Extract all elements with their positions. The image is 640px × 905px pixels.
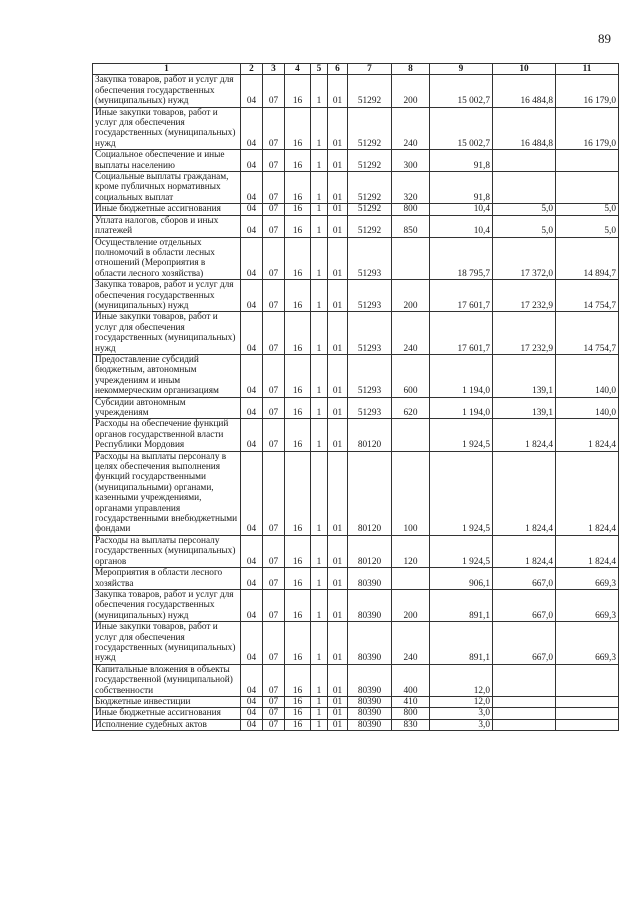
program-code-cell: 16 xyxy=(285,150,311,172)
subprogram-code-cell: 1 xyxy=(311,589,328,621)
section-code-cell: 04 xyxy=(241,237,263,280)
activity-code-cell: 01 xyxy=(328,280,348,312)
amount-col10-cell xyxy=(493,719,556,730)
table-row xyxy=(93,75,619,107)
direction-code-cell: 51292 xyxy=(348,204,392,215)
subsection-code-cell: 07 xyxy=(263,75,285,107)
direction-code-cell: 80120 xyxy=(348,419,392,451)
subsection-code-cell: 07 xyxy=(263,172,285,204)
table-row xyxy=(93,664,619,696)
direction-code-cell: 51293 xyxy=(348,312,392,355)
subprogram-code-cell: 1 xyxy=(311,312,328,355)
subprogram-code-cell: 1 xyxy=(311,354,328,397)
subsection-code-cell: 07 xyxy=(263,215,285,237)
column-header: 4 xyxy=(285,64,311,75)
expense-type-cell: 200 xyxy=(392,589,430,621)
subsection-code-cell: 07 xyxy=(263,237,285,280)
subprogram-code-cell: 1 xyxy=(311,622,328,665)
subsection-code-cell: 07 xyxy=(263,664,285,696)
amount-col9-cell: 17 601,7 xyxy=(430,280,493,312)
amount-col11-cell xyxy=(556,172,619,204)
row-name-cell: Иные закупки товаров, работ и услуг для обеспечения государственных (муниципальных) нужд xyxy=(93,107,241,150)
activity-code-cell: 01 xyxy=(328,172,348,204)
section-code-cell: 04 xyxy=(241,419,263,451)
amount-col9-cell: 18 795,7 xyxy=(430,237,493,280)
subsection-code-cell: 07 xyxy=(263,280,285,312)
program-code-cell: 16 xyxy=(285,664,311,696)
section-code-cell: 04 xyxy=(241,622,263,665)
row-name-cell: Социальные выплаты гражданам, кроме публичных нормативных социальных выплат xyxy=(93,172,241,204)
amount-col9-cell: 15 002,7 xyxy=(430,75,493,107)
subprogram-code-cell: 1 xyxy=(311,664,328,696)
table-row xyxy=(93,589,619,621)
expense-type-cell: 620 xyxy=(392,397,430,419)
table-row xyxy=(93,419,619,451)
amount-col11-cell: 5,0 xyxy=(556,204,619,215)
amount-col10-cell: 667,0 xyxy=(493,622,556,665)
amount-col9-cell: 17 601,7 xyxy=(430,312,493,355)
amount-col10-cell: 17 232,9 xyxy=(493,312,556,355)
column-header: 3 xyxy=(263,64,285,75)
amount-col11-cell: 16 179,0 xyxy=(556,75,619,107)
expense-type-cell: 410 xyxy=(392,696,430,707)
amount-col10-cell: 667,0 xyxy=(493,568,556,590)
activity-code-cell: 01 xyxy=(328,312,348,355)
amount-col10-cell: 139,1 xyxy=(493,397,556,419)
activity-code-cell: 01 xyxy=(328,664,348,696)
direction-code-cell: 80390 xyxy=(348,664,392,696)
table-row xyxy=(93,535,619,567)
program-code-cell: 16 xyxy=(285,215,311,237)
amount-col9-cell: 906,1 xyxy=(430,568,493,590)
table-row xyxy=(93,696,619,707)
amount-col11-cell: 14 894,7 xyxy=(556,237,619,280)
section-code-cell: 04 xyxy=(241,451,263,535)
column-header: 5 xyxy=(311,64,328,75)
section-code-cell: 04 xyxy=(241,719,263,730)
program-code-cell: 16 xyxy=(285,237,311,280)
table-body xyxy=(93,75,619,731)
activity-code-cell: 01 xyxy=(328,568,348,590)
amount-col9-cell: 1 924,5 xyxy=(430,535,493,567)
subprogram-code-cell: 1 xyxy=(311,75,328,107)
expense-type-cell xyxy=(392,419,430,451)
subprogram-code-cell: 1 xyxy=(311,107,328,150)
subprogram-code-cell: 1 xyxy=(311,696,328,707)
amount-col11-cell xyxy=(556,719,619,730)
expense-type-cell: 850 xyxy=(392,215,430,237)
amount-col10-cell xyxy=(493,664,556,696)
subsection-code-cell: 07 xyxy=(263,568,285,590)
activity-code-cell: 01 xyxy=(328,107,348,150)
program-code-cell: 16 xyxy=(285,107,311,150)
expense-type-cell: 200 xyxy=(392,280,430,312)
subprogram-code-cell: 1 xyxy=(311,172,328,204)
program-code-cell: 16 xyxy=(285,535,311,567)
section-code-cell: 04 xyxy=(241,312,263,355)
table-header-row xyxy=(93,64,619,75)
amount-col9-cell: 1 194,0 xyxy=(430,354,493,397)
budget-table xyxy=(92,63,619,731)
table-row xyxy=(93,215,619,237)
subsection-code-cell: 07 xyxy=(263,622,285,665)
amount-col11-cell: 140,0 xyxy=(556,397,619,419)
amount-col9-cell: 15 002,7 xyxy=(430,107,493,150)
activity-code-cell: 01 xyxy=(328,237,348,280)
amount-col11-cell xyxy=(556,664,619,696)
section-code-cell: 04 xyxy=(241,708,263,719)
section-code-cell: 04 xyxy=(241,535,263,567)
subsection-code-cell: 07 xyxy=(263,696,285,707)
subprogram-code-cell: 1 xyxy=(311,204,328,215)
amount-col11-cell: 1 824,4 xyxy=(556,451,619,535)
program-code-cell: 16 xyxy=(285,172,311,204)
table-row xyxy=(93,280,619,312)
table-row xyxy=(93,172,619,204)
direction-code-cell: 80120 xyxy=(348,451,392,535)
subsection-code-cell: 07 xyxy=(263,312,285,355)
direction-code-cell: 51292 xyxy=(348,172,392,204)
subsection-code-cell: 07 xyxy=(263,107,285,150)
table-row xyxy=(93,719,619,730)
subsection-code-cell: 07 xyxy=(263,397,285,419)
expense-type-cell: 830 xyxy=(392,719,430,730)
subprogram-code-cell: 1 xyxy=(311,708,328,719)
subprogram-code-cell: 1 xyxy=(311,215,328,237)
row-name-cell: Иные бюджетные ассигнования xyxy=(93,708,241,719)
amount-col11-cell: 1 824,4 xyxy=(556,419,619,451)
subprogram-code-cell: 1 xyxy=(311,419,328,451)
row-name-cell: Субсидии автономным учреждениям xyxy=(93,397,241,419)
amount-col11-cell xyxy=(556,150,619,172)
table-row xyxy=(93,204,619,215)
amount-col10-cell: 139,1 xyxy=(493,354,556,397)
expense-type-cell: 240 xyxy=(392,107,430,150)
row-name-cell: Расходы на обеспечение функций органов государственной власти Республики Мордовия xyxy=(93,419,241,451)
row-name-cell: Социальное обеспечение и иные выплаты населению xyxy=(93,150,241,172)
direction-code-cell: 80390 xyxy=(348,589,392,621)
amount-col11-cell: 140,0 xyxy=(556,354,619,397)
subsection-code-cell: 07 xyxy=(263,204,285,215)
direction-code-cell: 51293 xyxy=(348,280,392,312)
amount-col10-cell: 667,0 xyxy=(493,589,556,621)
column-header: 8 xyxy=(392,64,430,75)
section-code-cell: 04 xyxy=(241,172,263,204)
table-row xyxy=(93,708,619,719)
amount-col10-cell: 5,0 xyxy=(493,215,556,237)
section-code-cell: 04 xyxy=(241,568,263,590)
subsection-code-cell: 07 xyxy=(263,535,285,567)
activity-code-cell: 01 xyxy=(328,150,348,172)
amount-col9-cell: 12,0 xyxy=(430,696,493,707)
expense-type-cell: 240 xyxy=(392,312,430,355)
row-name-cell: Закупка товаров, работ и услуг для обеспечения государственных (муниципальных) нужд xyxy=(93,280,241,312)
activity-code-cell: 01 xyxy=(328,204,348,215)
subprogram-code-cell: 1 xyxy=(311,535,328,567)
section-code-cell: 04 xyxy=(241,107,263,150)
direction-code-cell: 80120 xyxy=(348,535,392,567)
expense-type-cell: 200 xyxy=(392,75,430,107)
expense-type-cell: 400 xyxy=(392,664,430,696)
program-code-cell: 16 xyxy=(285,696,311,707)
expense-type-cell: 120 xyxy=(392,535,430,567)
subsection-code-cell: 07 xyxy=(263,708,285,719)
section-code-cell: 04 xyxy=(241,354,263,397)
amount-col11-cell: 1 824,4 xyxy=(556,535,619,567)
program-code-cell: 16 xyxy=(285,719,311,730)
row-name-cell: Предоставление субсидий бюджетным, автономным учреждениям и иным некоммерческим организациям xyxy=(93,354,241,397)
column-header: 7 xyxy=(348,64,392,75)
table-row xyxy=(93,451,619,535)
direction-code-cell: 51292 xyxy=(348,215,392,237)
direction-code-cell: 80390 xyxy=(348,622,392,665)
program-code-cell: 16 xyxy=(285,397,311,419)
amount-col9-cell: 10,4 xyxy=(430,204,493,215)
amount-col10-cell xyxy=(493,150,556,172)
subsection-code-cell: 07 xyxy=(263,354,285,397)
row-name-cell: Мероприятия в области лесного хозяйства xyxy=(93,568,241,590)
expense-type-cell xyxy=(392,568,430,590)
subprogram-code-cell: 1 xyxy=(311,719,328,730)
amount-col10-cell: 1 824,4 xyxy=(493,535,556,567)
row-name-cell: Расходы на выплаты персоналу в целях обеспечения выполнения функций государственными (муниципальными) органами, казенными учреждениями, органами управления государственными внебюджетными фондами xyxy=(93,451,241,535)
subprogram-code-cell: 1 xyxy=(311,451,328,535)
amount-col9-cell: 3,0 xyxy=(430,708,493,719)
subsection-code-cell: 07 xyxy=(263,451,285,535)
amount-col11-cell: 669,3 xyxy=(556,622,619,665)
program-code-cell: 16 xyxy=(285,622,311,665)
direction-code-cell: 80390 xyxy=(348,719,392,730)
amount-col10-cell: 17 372,0 xyxy=(493,237,556,280)
amount-col11-cell: 669,3 xyxy=(556,568,619,590)
subprogram-code-cell: 1 xyxy=(311,150,328,172)
column-header: 10 xyxy=(493,64,556,75)
amount-col9-cell: 891,1 xyxy=(430,622,493,665)
section-code-cell: 04 xyxy=(241,696,263,707)
amount-col9-cell: 1 194,0 xyxy=(430,397,493,419)
column-header: 11 xyxy=(556,64,619,75)
section-code-cell: 04 xyxy=(241,204,263,215)
program-code-cell: 16 xyxy=(285,589,311,621)
amount-col9-cell: 91,8 xyxy=(430,172,493,204)
program-code-cell: 16 xyxy=(285,451,311,535)
column-header: 6 xyxy=(328,64,348,75)
program-code-cell: 16 xyxy=(285,75,311,107)
table-row xyxy=(93,397,619,419)
row-name-cell: Закупка товаров, работ и услуг для обеспечения государственных (муниципальных) нужд xyxy=(93,75,241,107)
table-row xyxy=(93,622,619,665)
activity-code-cell: 01 xyxy=(328,589,348,621)
program-code-cell: 16 xyxy=(285,312,311,355)
section-code-cell: 04 xyxy=(241,75,263,107)
direction-code-cell: 51293 xyxy=(348,237,392,280)
expense-type-cell: 800 xyxy=(392,204,430,215)
column-header: 9 xyxy=(430,64,493,75)
program-code-cell: 16 xyxy=(285,419,311,451)
amount-col10-cell: 16 484,8 xyxy=(493,75,556,107)
table-row xyxy=(93,568,619,590)
amount-col11-cell: 5,0 xyxy=(556,215,619,237)
activity-code-cell: 01 xyxy=(328,397,348,419)
column-header: 1 xyxy=(93,64,241,75)
amount-col11-cell: 16 179,0 xyxy=(556,107,619,150)
subsection-code-cell: 07 xyxy=(263,719,285,730)
program-code-cell: 16 xyxy=(285,354,311,397)
direction-code-cell: 80390 xyxy=(348,696,392,707)
activity-code-cell: 01 xyxy=(328,419,348,451)
row-name-cell: Осуществление отдельных полномочий в области лесных отношений (Мероприятия в области лесного хозяйства) xyxy=(93,237,241,280)
section-code-cell: 04 xyxy=(241,150,263,172)
section-code-cell: 04 xyxy=(241,397,263,419)
table-row xyxy=(93,107,619,150)
activity-code-cell: 01 xyxy=(328,696,348,707)
program-code-cell: 16 xyxy=(285,204,311,215)
subsection-code-cell: 07 xyxy=(263,419,285,451)
amount-col10-cell: 1 824,4 xyxy=(493,451,556,535)
amount-col10-cell xyxy=(493,172,556,204)
page-number: 89 xyxy=(598,31,611,46)
amount-col9-cell: 1 924,5 xyxy=(430,451,493,535)
row-name-cell: Закупка товаров, работ и услуг для обеспечения государственных (муниципальных) нужд xyxy=(93,589,241,621)
amount-col10-cell xyxy=(493,696,556,707)
amount-col10-cell xyxy=(493,708,556,719)
amount-col9-cell: 10,4 xyxy=(430,215,493,237)
row-name-cell: Бюджетные инвестиции xyxy=(93,696,241,707)
table-row xyxy=(93,354,619,397)
direction-code-cell: 80390 xyxy=(348,568,392,590)
row-name-cell: Уплата налогов, сборов и иных платежей xyxy=(93,215,241,237)
amount-col9-cell: 891,1 xyxy=(430,589,493,621)
activity-code-cell: 01 xyxy=(328,451,348,535)
direction-code-cell: 51293 xyxy=(348,397,392,419)
program-code-cell: 16 xyxy=(285,568,311,590)
activity-code-cell: 01 xyxy=(328,215,348,237)
expense-type-cell: 100 xyxy=(392,451,430,535)
amount-col9-cell: 12,0 xyxy=(430,664,493,696)
table-row xyxy=(93,312,619,355)
expense-type-cell xyxy=(392,237,430,280)
direction-code-cell: 80390 xyxy=(348,708,392,719)
amount-col11-cell: 14 754,7 xyxy=(556,280,619,312)
row-name-cell: Расходы на выплаты персоналу государственных (муниципальных) органов xyxy=(93,535,241,567)
amount-col11-cell: 669,3 xyxy=(556,589,619,621)
direction-code-cell: 51292 xyxy=(348,107,392,150)
activity-code-cell: 01 xyxy=(328,708,348,719)
row-name-cell: Иные закупки товаров, работ и услуг для обеспечения государственных (муниципальных) нужд xyxy=(93,312,241,355)
amount-col9-cell: 1 924,5 xyxy=(430,419,493,451)
expense-type-cell: 320 xyxy=(392,172,430,204)
amount-col9-cell: 3,0 xyxy=(430,719,493,730)
program-code-cell: 16 xyxy=(285,280,311,312)
amount-col11-cell xyxy=(556,696,619,707)
program-code-cell: 16 xyxy=(285,708,311,719)
amount-col11-cell: 14 754,7 xyxy=(556,312,619,355)
direction-code-cell: 51292 xyxy=(348,75,392,107)
subprogram-code-cell: 1 xyxy=(311,568,328,590)
section-code-cell: 04 xyxy=(241,589,263,621)
expense-type-cell: 800 xyxy=(392,708,430,719)
subsection-code-cell: 07 xyxy=(263,150,285,172)
amount-col10-cell: 17 232,9 xyxy=(493,280,556,312)
activity-code-cell: 01 xyxy=(328,535,348,567)
amount-col9-cell: 91,8 xyxy=(430,150,493,172)
section-code-cell: 04 xyxy=(241,280,263,312)
row-name-cell: Капитальные вложения в объекты государственной (муниципальной) собственности xyxy=(93,664,241,696)
row-name-cell: Иные закупки товаров, работ и услуг для обеспечения государственных (муниципальных) нужд xyxy=(93,622,241,665)
row-name-cell: Исполнение судебных актов xyxy=(93,719,241,730)
subsection-code-cell: 07 xyxy=(263,589,285,621)
activity-code-cell: 01 xyxy=(328,719,348,730)
amount-col10-cell: 1 824,4 xyxy=(493,419,556,451)
activity-code-cell: 01 xyxy=(328,622,348,665)
subprogram-code-cell: 1 xyxy=(311,280,328,312)
subprogram-code-cell: 1 xyxy=(311,237,328,280)
section-code-cell: 04 xyxy=(241,664,263,696)
expense-type-cell: 240 xyxy=(392,622,430,665)
table-row xyxy=(93,237,619,280)
direction-code-cell: 51293 xyxy=(348,354,392,397)
table-row xyxy=(93,150,619,172)
expense-type-cell: 300 xyxy=(392,150,430,172)
amount-col10-cell: 16 484,8 xyxy=(493,107,556,150)
activity-code-cell: 01 xyxy=(328,354,348,397)
subprogram-code-cell: 1 xyxy=(311,397,328,419)
expense-type-cell: 600 xyxy=(392,354,430,397)
amount-col10-cell: 5,0 xyxy=(493,204,556,215)
amount-col11-cell xyxy=(556,708,619,719)
activity-code-cell: 01 xyxy=(328,75,348,107)
column-header: 2 xyxy=(241,64,263,75)
direction-code-cell: 51292 xyxy=(348,150,392,172)
section-code-cell: 04 xyxy=(241,215,263,237)
row-name-cell: Иные бюджетные ассигнования xyxy=(93,204,241,215)
